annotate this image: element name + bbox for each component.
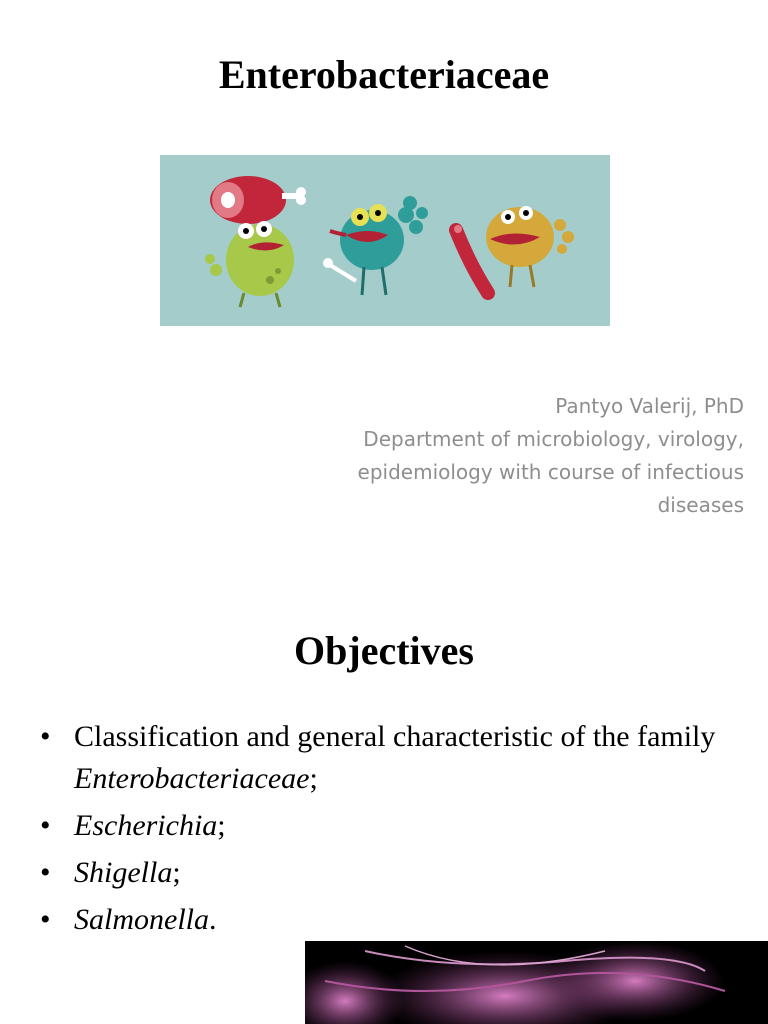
teal-microbe-icon [323, 196, 428, 295]
department-line-1: Department of microbiology, virology, [363, 427, 744, 451]
list-item-suffix: ; [172, 856, 181, 889]
microbes-illustration [160, 155, 610, 326]
list-item-suffix: ; [217, 809, 226, 842]
department-line-3: diseases [657, 493, 744, 517]
list-item [40, 805, 740, 847]
list-item-suffix: ; [309, 762, 318, 795]
list-item [40, 852, 740, 894]
list-item-italic: Salmonella [74, 903, 209, 936]
bullet-icon: • [40, 809, 51, 842]
author-name: Pantyo Valerij, PhD [555, 394, 744, 418]
list-item-italic: Shigella [74, 856, 173, 889]
sausage-icon [454, 225, 488, 293]
mustard-microbe-icon [486, 206, 574, 287]
list-item-suffix: . [209, 903, 217, 936]
ham-icon [210, 176, 306, 224]
list-item [40, 899, 740, 941]
bullet-icon: • [40, 856, 51, 889]
bullet-icon: • [40, 720, 51, 753]
list-item-text: Classification and general characteristic of the family [74, 720, 716, 753]
author-info [284, 390, 744, 522]
department-line-2: epidemiology with course of infectious [357, 460, 744, 484]
list-item-italic: Escherichia [74, 809, 218, 842]
list-item [40, 716, 740, 800]
slide-title: Enterobacteriaceae [218, 52, 550, 97]
objectives-heading: Objectives [294, 628, 474, 673]
list-item-italic: Enterobacteriaceae [74, 762, 310, 795]
objectives-list [40, 716, 740, 946]
bullet-icon: • [40, 903, 51, 936]
green-microbe-icon [205, 221, 294, 307]
bacteria-micrograph-image [305, 941, 768, 1024]
